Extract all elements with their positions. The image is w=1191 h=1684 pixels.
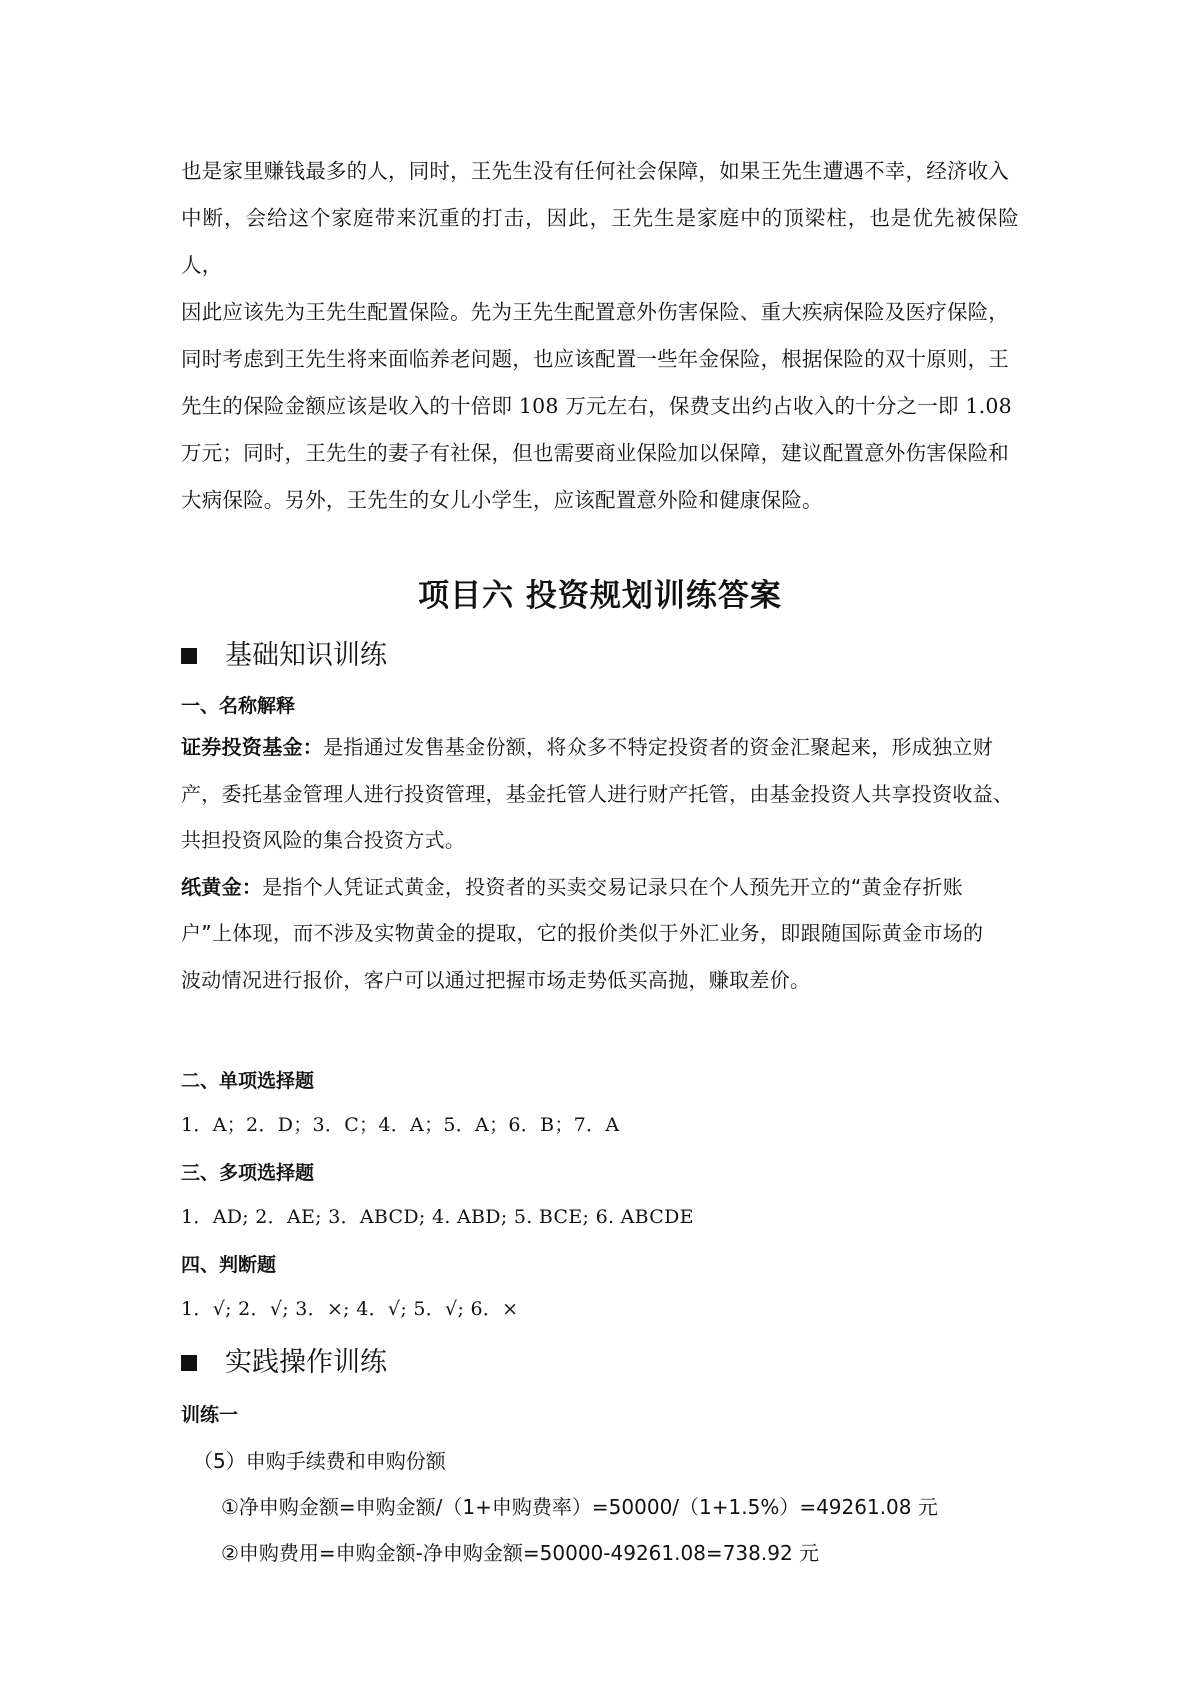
term-definition-paper-gold	[181, 864, 1019, 1004]
term-line	[181, 864, 1019, 911]
term-text: 是指个人凭证式黄金，投资者的买卖交易记录只在个人预先开立的“黄金存折账	[262, 874, 964, 899]
term-name: 证券投资基金：	[181, 735, 324, 759]
square-bullet-icon	[181, 648, 197, 664]
formula-line-fee: ②申购费用=申购金额-净申购金额=50000-49261.08=738.92 元	[221, 1541, 820, 1565]
term-line	[181, 724, 1019, 771]
page-content	[181, 148, 1019, 1571]
basic-section-heading-text: 基础知识训练	[225, 640, 387, 671]
term-line: 波动情况进行报价，客户可以通过把握市场走势低买高抛，赚取差价。	[181, 967, 811, 992]
intro-line: 先生的保险金额应该是收入的十倍即 108 万元左右，保费支出约占收入的十分之一即 1.08	[181, 394, 1012, 418]
intro-line: 因此应该先为王先生配置保险。先为王先生配置意外伤害保险、重大疾病保险及医疗保险，	[181, 300, 1009, 324]
term-text: 是指通过发售基金份额，将众多不特定投资者的资金汇聚起来，形成独立财	[323, 735, 994, 759]
practice-section-heading	[181, 1343, 1019, 1383]
true-false-answers: 1．√; 2．√; 3．×; 4．√; 5．√; 6．×	[181, 1298, 519, 1320]
multiple-choice-answers: 1．AD; 2．AE; 3．ABCD; 4. ABD; 5. BCE; 6. ABCDE	[181, 1206, 694, 1228]
intro-line: 中断，会给这个家庭带来沉重的打击，因此，王先生是家庭中的顶梁柱，也是优先被保险人，	[181, 206, 1019, 277]
single-choice-heading: 二、单项选择题	[181, 1070, 315, 1092]
project-title: 项目六 投资规划训练答案	[418, 578, 782, 614]
intro-line: 大病保险。另外，王先生的女儿小学生，应该配置意外险和健康保险。	[181, 488, 823, 512]
step-five-line: （5）申购手续费和申购份额	[193, 1449, 446, 1473]
basic-section-heading	[181, 636, 1019, 676]
term-line: 共担投资风险的集合投资方式。	[181, 828, 466, 852]
single-choice-answers: 1．A；2．D；3．C；4．A；5．A；6．B；7．A	[181, 1114, 620, 1136]
term-line: 产，委托基金管理人进行投资管理，基金托管人进行财产托管，由基金投资人共享投资收益、	[181, 781, 1014, 806]
term-definitions-heading: 一、名称解释	[181, 695, 296, 717]
term-name: 纸黄金：	[181, 874, 263, 899]
practice-section-heading-text: 实践操作训练	[225, 1347, 387, 1378]
term-line: 户”上体现，而不涉及实物黄金的提取，它的报价类似于外汇业务，即跟随国际黄金市场的	[181, 921, 984, 945]
training-one-label: 训练一	[181, 1404, 239, 1426]
intro-line: 万元；同时，王先生的妻子有社保，但也需要商业保险加以保障，建议配置意外伤害保险和	[181, 441, 1009, 465]
intro-line: 也是家里赚钱最多的人，同时，王先生没有任何社会保障，如果王先生遭遇不幸，经济收入	[181, 159, 1009, 183]
term-definition-securities-fund	[181, 724, 1019, 864]
multiple-choice-heading: 三、多项选择题	[181, 1162, 315, 1184]
intro-line: 同时考虑到王先生将来面临养老问题，也应该配置一些年金保险，根据保险的双十原则，王	[181, 347, 1009, 371]
formula-line-net-amount: ①净申购金额=申购金额/（1+申购费率）=50000/（1+1.5%）=49261.08 元	[221, 1495, 938, 1519]
square-bullet-icon	[181, 1355, 197, 1371]
true-false-heading: 四、判断题	[181, 1254, 277, 1276]
intro-paragraph	[181, 148, 1019, 524]
spacer	[181, 1003, 1019, 1051]
